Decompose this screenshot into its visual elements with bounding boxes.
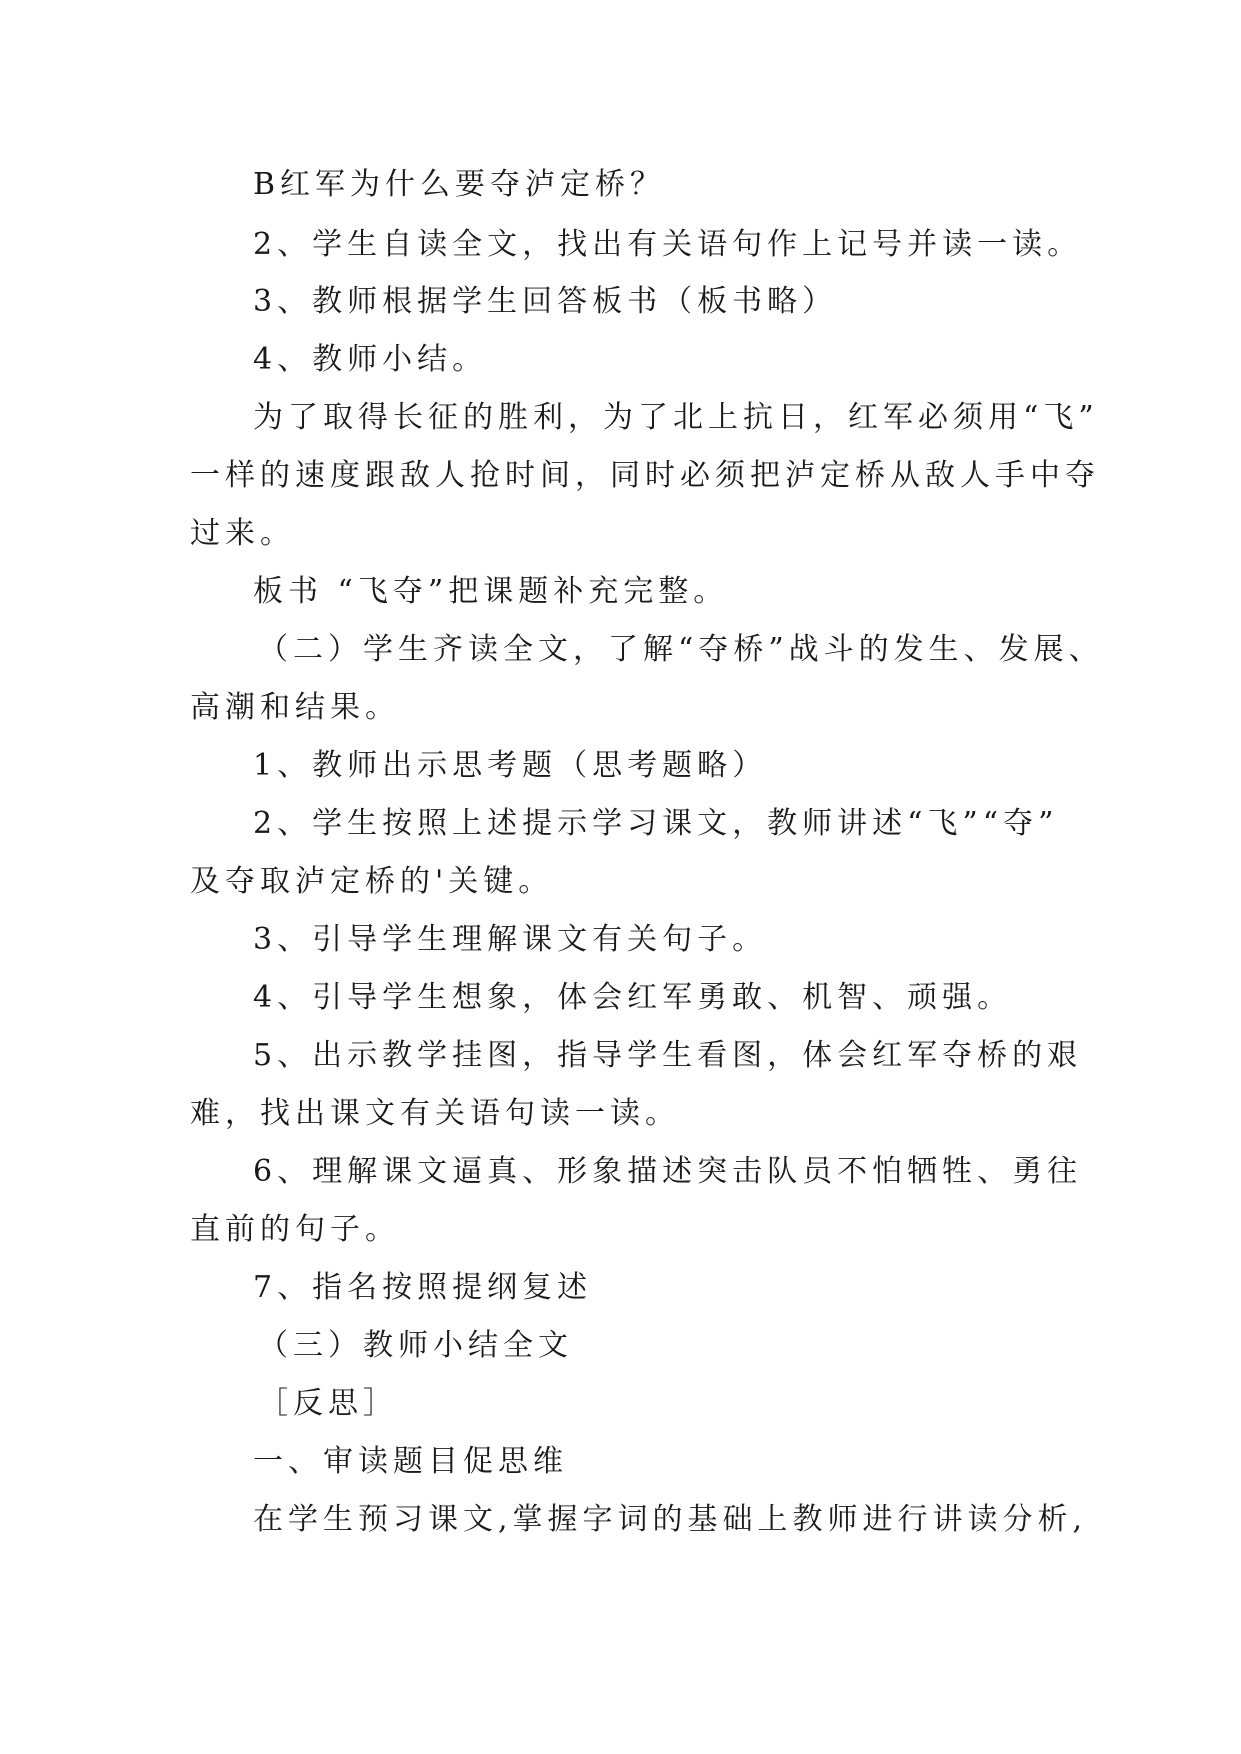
text-line: 难，找出课文有关语句读一读。 — [190, 1096, 680, 1131]
text-line: 板书 “飞夺”把课题补充完整。 — [253, 574, 729, 609]
text-line: 5、出示教学挂图，指导学生看图，体会红军夺桥的艰 — [253, 1038, 1083, 1073]
text-line: B红军为什么要夺泸定桥？ — [253, 167, 666, 202]
text-line: 3、教师根据学生回答板书（板书略） — [253, 284, 838, 319]
text-line: 4、引导学生想象，体会红军勇敢、机智、顽强。 — [253, 980, 1013, 1015]
text-line: 1、教师出示思考题（思考题略） — [253, 748, 768, 783]
text-line: 在学生预习课文,掌握字词的基础上教师进行讲读分析, — [253, 1502, 1088, 1537]
text-line: 及夺取泸定桥的'关键。 — [190, 864, 554, 899]
text-line: 3、引导学生理解课文有关句子。 — [253, 922, 768, 957]
text-line: 一样的速度跟敌人抢时间，同时必须把泸定桥从敌人手中夺 — [190, 458, 1100, 493]
text-line: 一、审读题目促思维 — [253, 1444, 568, 1479]
text-line: 7、指名按照提纲复述 — [253, 1270, 593, 1305]
text-line: 为了取得长征的胜利，为了北上抗日，红军必须用“飞” — [253, 400, 1099, 435]
text-line: 2、学生按照上述提示学习课文，教师讲述“飞”“夺” — [253, 806, 1059, 841]
text-line: 6、理解课文逼真、形象描述突击队员不怕牺牲、勇往 — [253, 1154, 1083, 1189]
text-line: ［反思］ — [258, 1386, 398, 1421]
text-line: 直前的句子。 — [190, 1212, 400, 1247]
text-line: 高潮和结果。 — [190, 690, 400, 725]
text-line: （三）教师小结全文 — [258, 1328, 573, 1363]
text-line: （二）学生齐读全文，了解“夺桥”战斗的发生、发展、 — [258, 632, 1104, 667]
text-line: 4、教师小结。 — [253, 342, 488, 377]
text-line: 过来。 — [190, 516, 295, 551]
text-line: 2、学生自读全文，找出有关语句作上记号并读一读。 — [253, 227, 1083, 262]
